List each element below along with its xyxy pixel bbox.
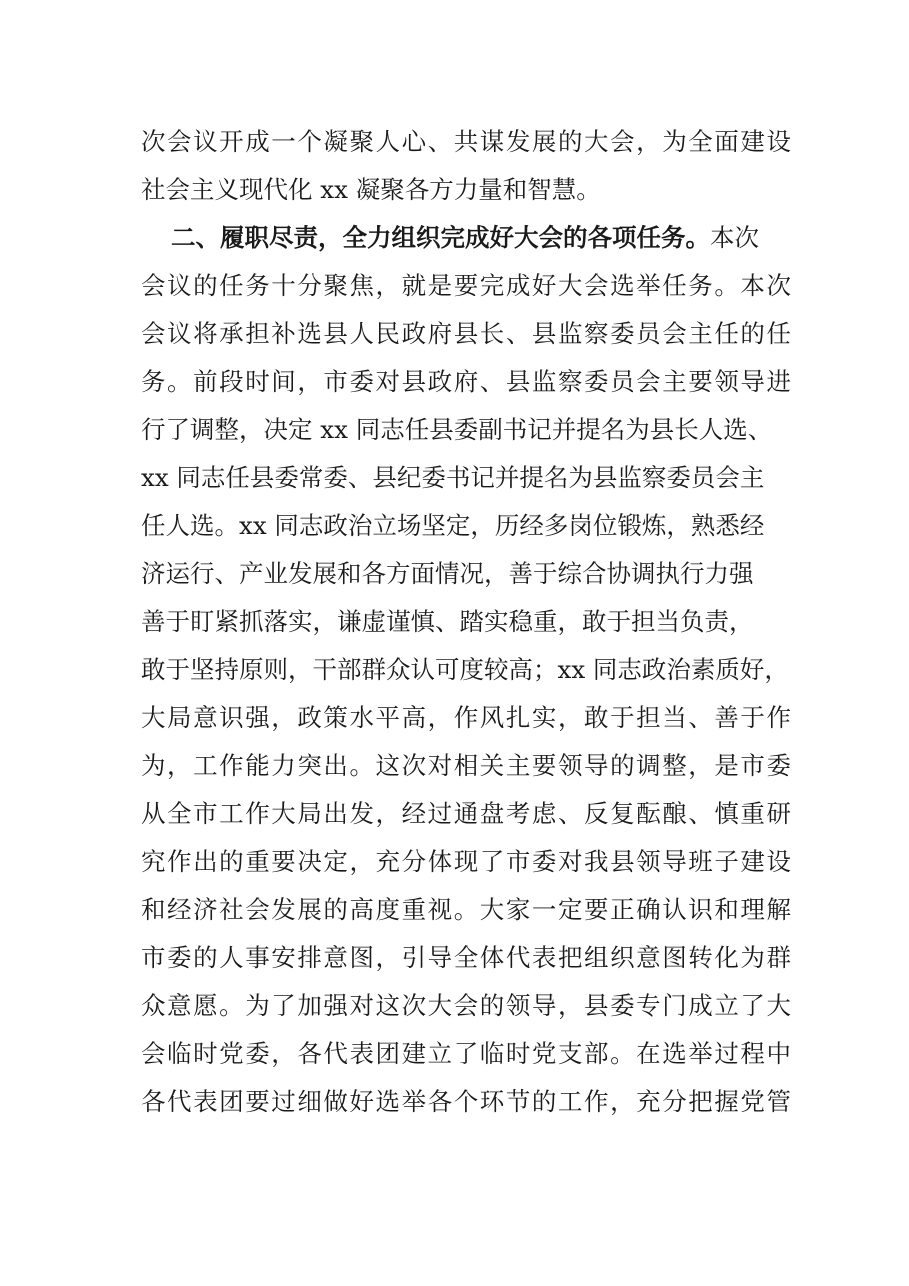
text-line <box>141 886 791 934</box>
text-segment: xx 同志任县委常委、县纪委书记并提名为县监察委员会主 <box>141 463 765 492</box>
text-line <box>141 454 791 502</box>
text-segment: 究作出的重要决定，充分体现了市委对我县领导班子建设 <box>141 847 791 876</box>
text-line <box>141 406 791 454</box>
text-segment: 次会议开成一个凝聚人心、共谋发展的大会，为全面建设 <box>141 127 791 156</box>
text-line <box>141 358 791 406</box>
text-segment: 任人选。xx 同志政治立场坚定，历经多岗位锻炼，熟悉经 <box>141 511 765 540</box>
text-line <box>141 262 791 310</box>
text-line <box>141 1030 791 1078</box>
text-line <box>141 790 791 838</box>
section-heading-line <box>141 214 791 262</box>
text-segment: 众意愿。为了加强对这次大会的领导，县委专门成立了大 <box>141 991 791 1020</box>
text-line <box>141 118 791 166</box>
text-segment: 敢于坚持原则，干部群众认可度较高；xx 同志政治素质好， <box>141 655 789 684</box>
text-line <box>141 934 791 982</box>
text-segment: 各代表团要过细做好选举各个环节的工作，充分把握党管 <box>141 1087 791 1116</box>
text-segment: 从全市工作大局出发，经过通盘考虑、反复酝酿、慎重研 <box>141 799 791 828</box>
text-line <box>141 1078 791 1126</box>
section-heading: 二、履职尽责，全力组织完成好大会的各项任务。 <box>171 223 710 252</box>
text-line <box>141 550 791 598</box>
text-line <box>141 694 791 742</box>
text-segment: 为，工作能力突出。这次对相关主要领导的调整，是市委 <box>141 751 791 780</box>
text-line <box>141 310 791 358</box>
text-segment: 社会主义现代化 xx 凝聚各方力量和智慧。 <box>141 175 601 204</box>
text-line <box>141 598 791 646</box>
text-line <box>141 982 791 1030</box>
text-segment: 务。前段时间，市委对县政府、县监察委员会主要领导进 <box>141 367 791 396</box>
document-body <box>141 118 791 1126</box>
text-segment: 善于盯紧抓落实，谦虚谨慎、踏实稳重，敢于担当负责， <box>141 607 754 636</box>
text-segment: 和经济社会发展的高度重视。大家一定要正确认识和理解 <box>141 895 791 924</box>
text-segment: 大局意识强，政策水平高，作风扎实，敢于担当、善于作 <box>141 703 791 732</box>
text-segment: 市委的人事安排意图，引导全体代表把组织意图转化为群 <box>141 943 791 972</box>
text-line <box>141 502 791 550</box>
text-line <box>141 646 791 694</box>
text-segment: 行了调整，决定 xx 同志任县委副书记并提名为县长人选、 <box>141 415 773 444</box>
text-line <box>141 166 791 214</box>
text-segment: 会议的任务十分聚焦，就是要完成好大会选举任务。本次 <box>141 271 791 300</box>
text-segment: 会临时党委，各代表团建立了临时党支部。在选举过程中 <box>141 1039 791 1068</box>
text-line <box>141 742 791 790</box>
text-segment: 会议将承担补选县人民政府县长、县监察委员会主任的任 <box>141 319 791 348</box>
text-segment: 本次 <box>710 223 759 252</box>
text-segment: 济运行、产业发展和各方面情况，善于综合协调执行力强 <box>141 559 754 588</box>
text-line <box>141 838 791 886</box>
